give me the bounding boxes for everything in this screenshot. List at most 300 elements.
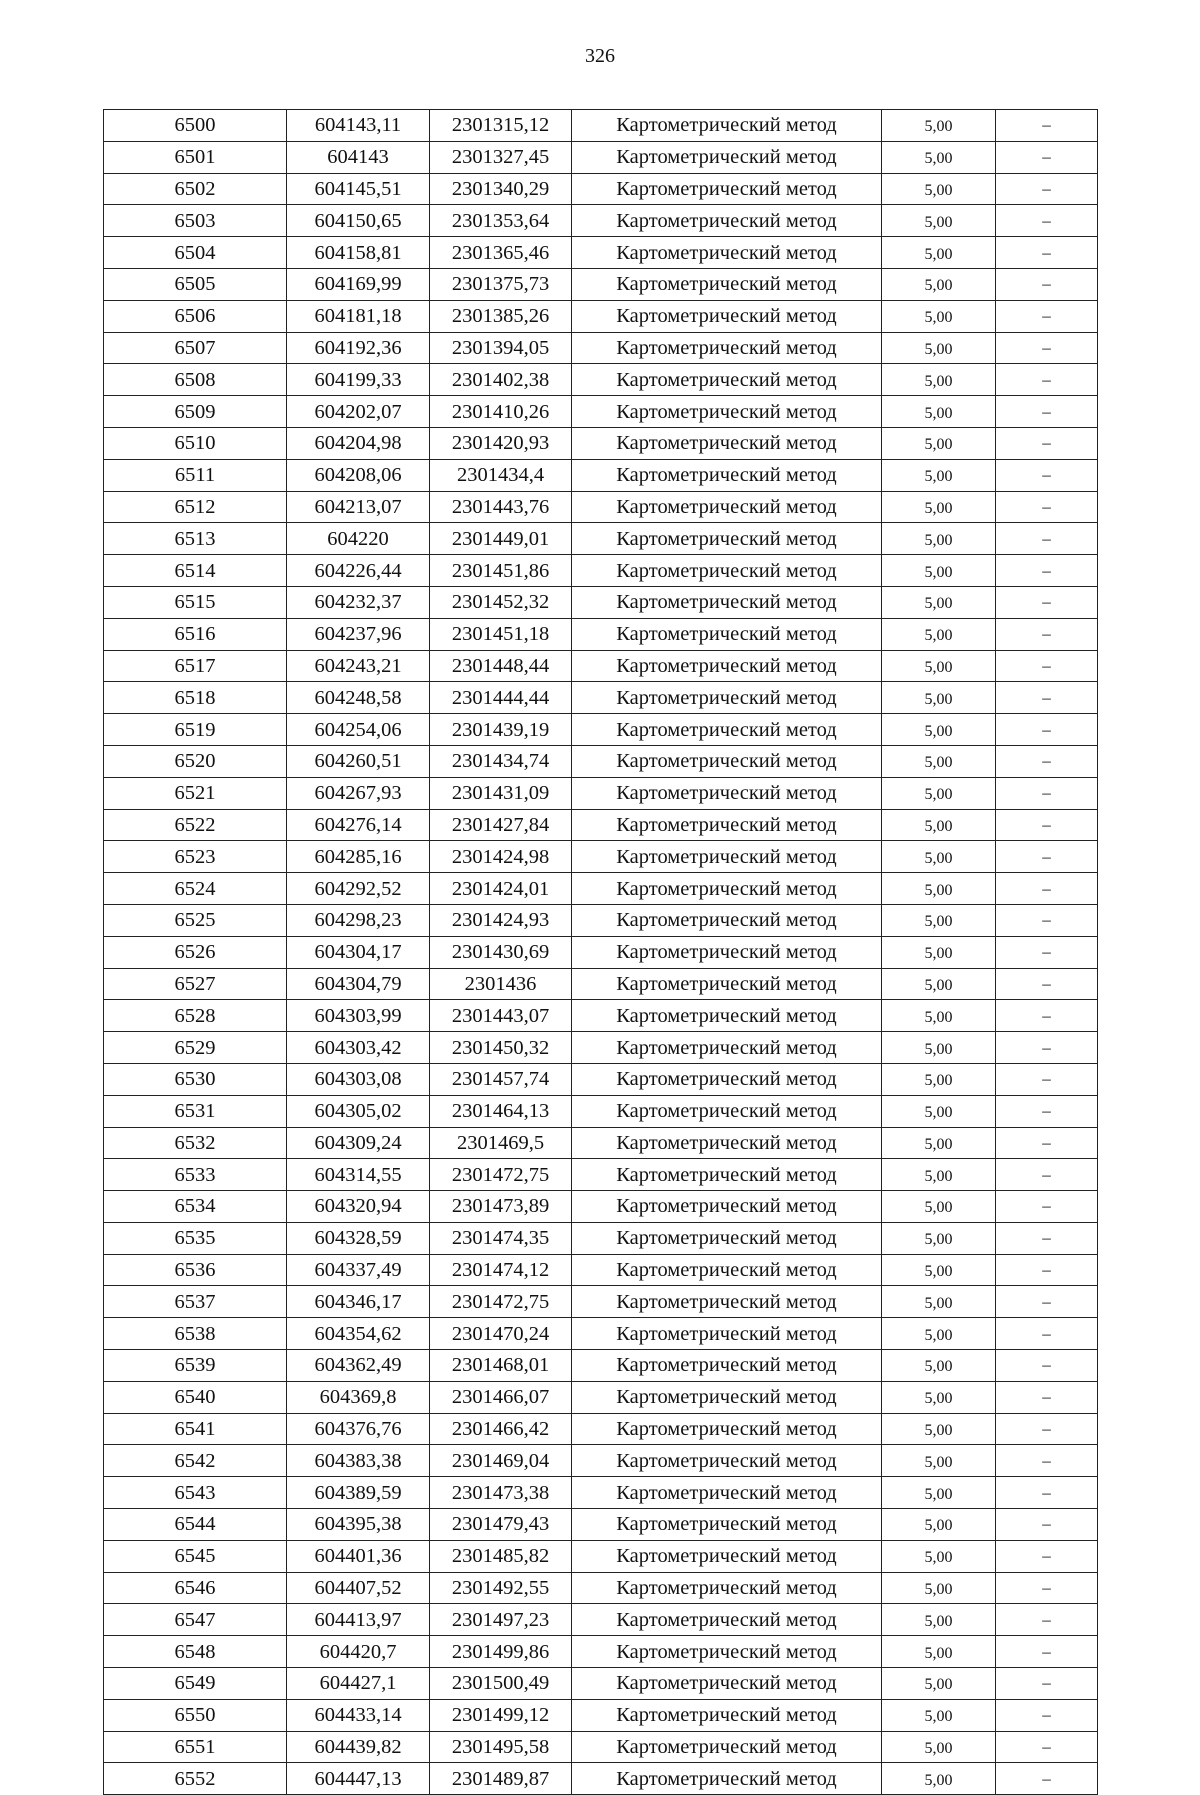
x-coordinate-cell: 604420,7 <box>287 1636 430 1668</box>
point-number-cell: 6508 <box>104 364 287 396</box>
method-cell: Картометрический метод <box>572 841 882 873</box>
point-number-cell: 6519 <box>104 714 287 746</box>
point-number-cell: 6529 <box>104 1032 287 1064</box>
x-coordinate-cell: 604346,17 <box>287 1286 430 1318</box>
method-cell: Картометрический метод <box>572 1763 882 1795</box>
remark-cell: – <box>996 1668 1098 1700</box>
table-row <box>104 618 1098 650</box>
x-coordinate-cell: 604204,98 <box>287 427 430 459</box>
method-cell: Картометрический метод <box>572 777 882 809</box>
accuracy-cell: 5,00 <box>882 1032 996 1064</box>
remark-cell: – <box>996 1191 1098 1223</box>
method-cell: Картометрический метод <box>572 491 882 523</box>
table-row <box>104 1668 1098 1700</box>
point-number-cell: 6502 <box>104 173 287 205</box>
point-number-cell: 6551 <box>104 1731 287 1763</box>
table-row <box>104 714 1098 746</box>
remark-cell: – <box>996 936 1098 968</box>
accuracy-cell: 5,00 <box>882 618 996 650</box>
remark-cell: – <box>996 364 1098 396</box>
point-number-cell: 6550 <box>104 1699 287 1731</box>
table-row <box>104 237 1098 269</box>
accuracy-cell: 5,00 <box>882 1763 996 1795</box>
remark-cell: – <box>996 618 1098 650</box>
x-coordinate-cell: 604150,65 <box>287 205 430 237</box>
remark-cell: – <box>996 809 1098 841</box>
point-number-cell: 6506 <box>104 300 287 332</box>
accuracy-cell: 5,00 <box>882 1445 996 1477</box>
point-number-cell: 6511 <box>104 459 287 491</box>
point-number-cell: 6544 <box>104 1509 287 1541</box>
x-coordinate-cell: 604199,33 <box>287 364 430 396</box>
point-number-cell: 6534 <box>104 1191 287 1223</box>
method-cell: Картометрический метод <box>572 1222 882 1254</box>
method-cell: Картометрический метод <box>572 300 882 332</box>
method-cell: Картометрический метод <box>572 237 882 269</box>
y-coordinate-cell: 2301434,74 <box>430 745 572 777</box>
y-coordinate-cell: 2301375,73 <box>430 268 572 300</box>
x-coordinate-cell: 604260,51 <box>287 745 430 777</box>
coordinates-table-body <box>104 110 1098 1795</box>
accuracy-cell: 5,00 <box>882 841 996 873</box>
remark-cell: – <box>996 491 1098 523</box>
accuracy-cell: 5,00 <box>882 1222 996 1254</box>
accuracy-cell: 5,00 <box>882 491 996 523</box>
accuracy-cell: 5,00 <box>882 427 996 459</box>
method-cell: Картометрический метод <box>572 141 882 173</box>
table-row <box>104 205 1098 237</box>
x-coordinate-cell: 604328,59 <box>287 1222 430 1254</box>
table-row <box>104 777 1098 809</box>
y-coordinate-cell: 2301470,24 <box>430 1318 572 1350</box>
y-coordinate-cell: 2301497,23 <box>430 1604 572 1636</box>
table-row <box>104 650 1098 682</box>
x-coordinate-cell: 604145,51 <box>287 173 430 205</box>
accuracy-cell: 5,00 <box>882 1286 996 1318</box>
accuracy-cell: 5,00 <box>882 1063 996 1095</box>
remark-cell: – <box>996 1000 1098 1032</box>
accuracy-cell: 5,00 <box>882 268 996 300</box>
accuracy-cell: 5,00 <box>882 1509 996 1541</box>
accuracy-cell: 5,00 <box>882 873 996 905</box>
remark-cell: – <box>996 1286 1098 1318</box>
remark-cell: – <box>996 523 1098 555</box>
table-row <box>104 1127 1098 1159</box>
x-coordinate-cell: 604413,97 <box>287 1604 430 1636</box>
method-cell: Картометрический метод <box>572 1445 882 1477</box>
point-number-cell: 6541 <box>104 1413 287 1445</box>
method-cell: Картометрический метод <box>572 618 882 650</box>
remark-cell: – <box>996 237 1098 269</box>
x-coordinate-cell: 604232,37 <box>287 586 430 618</box>
remark-cell: – <box>996 332 1098 364</box>
accuracy-cell: 5,00 <box>882 1699 996 1731</box>
y-coordinate-cell: 2301492,55 <box>430 1572 572 1604</box>
remark-cell: – <box>996 205 1098 237</box>
x-coordinate-cell: 604143,11 <box>287 110 430 142</box>
table-row <box>104 173 1098 205</box>
point-number-cell: 6521 <box>104 777 287 809</box>
accuracy-cell: 5,00 <box>882 300 996 332</box>
y-coordinate-cell: 2301443,76 <box>430 491 572 523</box>
y-coordinate-cell: 2301449,01 <box>430 523 572 555</box>
table-row <box>104 1509 1098 1541</box>
method-cell: Картометрический метод <box>572 332 882 364</box>
accuracy-cell: 5,00 <box>882 555 996 587</box>
point-number-cell: 6516 <box>104 618 287 650</box>
y-coordinate-cell: 2301340,29 <box>430 173 572 205</box>
y-coordinate-cell: 2301489,87 <box>430 1763 572 1795</box>
point-number-cell: 6514 <box>104 555 287 587</box>
point-number-cell: 6515 <box>104 586 287 618</box>
x-coordinate-cell: 604303,08 <box>287 1063 430 1095</box>
table-row <box>104 1254 1098 1286</box>
method-cell: Картометрический метод <box>572 1350 882 1382</box>
x-coordinate-cell: 604304,79 <box>287 968 430 1000</box>
remark-cell: – <box>996 459 1098 491</box>
method-cell: Картометрический метод <box>572 1000 882 1032</box>
remark-cell: – <box>996 1731 1098 1763</box>
point-number-cell: 6539 <box>104 1350 287 1382</box>
method-cell: Картометрический метод <box>572 1286 882 1318</box>
table-row <box>104 1318 1098 1350</box>
x-coordinate-cell: 604226,44 <box>287 555 430 587</box>
point-number-cell: 6509 <box>104 396 287 428</box>
remark-cell: – <box>996 1318 1098 1350</box>
x-coordinate-cell: 604243,21 <box>287 650 430 682</box>
point-number-cell: 6547 <box>104 1604 287 1636</box>
accuracy-cell: 5,00 <box>882 1668 996 1700</box>
y-coordinate-cell: 2301365,46 <box>430 237 572 269</box>
method-cell: Картометрический метод <box>572 110 882 142</box>
x-coordinate-cell: 604427,1 <box>287 1668 430 1700</box>
y-coordinate-cell: 2301464,13 <box>430 1095 572 1127</box>
accuracy-cell: 5,00 <box>882 777 996 809</box>
remark-cell: – <box>996 1381 1098 1413</box>
accuracy-cell: 5,00 <box>882 523 996 555</box>
remark-cell: – <box>996 268 1098 300</box>
y-coordinate-cell: 2301495,58 <box>430 1731 572 1763</box>
table-row <box>104 904 1098 936</box>
remark-cell: – <box>996 1159 1098 1191</box>
x-coordinate-cell: 604303,99 <box>287 1000 430 1032</box>
method-cell: Картометрический метод <box>572 1381 882 1413</box>
accuracy-cell: 5,00 <box>882 1127 996 1159</box>
y-coordinate-cell: 2301410,26 <box>430 396 572 428</box>
accuracy-cell: 5,00 <box>882 396 996 428</box>
y-coordinate-cell: 2301468,01 <box>430 1350 572 1382</box>
table-row <box>104 682 1098 714</box>
y-coordinate-cell: 2301402,38 <box>430 364 572 396</box>
remark-cell: – <box>996 1222 1098 1254</box>
x-coordinate-cell: 604143 <box>287 141 430 173</box>
point-number-cell: 6538 <box>104 1318 287 1350</box>
accuracy-cell: 5,00 <box>882 1572 996 1604</box>
y-coordinate-cell: 2301443,07 <box>430 1000 572 1032</box>
point-number-cell: 6532 <box>104 1127 287 1159</box>
table-row <box>104 1095 1098 1127</box>
point-number-cell: 6527 <box>104 968 287 1000</box>
x-coordinate-cell: 604395,38 <box>287 1509 430 1541</box>
y-coordinate-cell: 2301450,32 <box>430 1032 572 1064</box>
x-coordinate-cell: 604389,59 <box>287 1477 430 1509</box>
method-cell: Картометрический метод <box>572 682 882 714</box>
method-cell: Картометрический метод <box>572 555 882 587</box>
accuracy-cell: 5,00 <box>882 1636 996 1668</box>
point-number-cell: 6546 <box>104 1572 287 1604</box>
y-coordinate-cell: 2301430,69 <box>430 936 572 968</box>
y-coordinate-cell: 2301385,26 <box>430 300 572 332</box>
y-coordinate-cell: 2301424,01 <box>430 873 572 905</box>
table-row <box>104 141 1098 173</box>
x-coordinate-cell: 604192,36 <box>287 332 430 364</box>
method-cell: Картометрический метод <box>572 1731 882 1763</box>
table-row <box>104 1699 1098 1731</box>
accuracy-cell: 5,00 <box>882 1000 996 1032</box>
y-coordinate-cell: 2301353,64 <box>430 205 572 237</box>
table-row <box>104 745 1098 777</box>
table-row <box>104 1222 1098 1254</box>
x-coordinate-cell: 604237,96 <box>287 618 430 650</box>
accuracy-cell: 5,00 <box>882 650 996 682</box>
x-coordinate-cell: 604202,07 <box>287 396 430 428</box>
accuracy-cell: 5,00 <box>882 714 996 746</box>
accuracy-cell: 5,00 <box>882 1159 996 1191</box>
remark-cell: – <box>996 841 1098 873</box>
method-cell: Картометрический метод <box>572 1032 882 1064</box>
point-number-cell: 6548 <box>104 1636 287 1668</box>
remark-cell: – <box>996 1350 1098 1382</box>
accuracy-cell: 5,00 <box>882 682 996 714</box>
accuracy-cell: 5,00 <box>882 110 996 142</box>
y-coordinate-cell: 2301444,44 <box>430 682 572 714</box>
point-number-cell: 6513 <box>104 523 287 555</box>
remark-cell: – <box>996 110 1098 142</box>
x-coordinate-cell: 604337,49 <box>287 1254 430 1286</box>
method-cell: Картометрический метод <box>572 459 882 491</box>
method-cell: Картометрический метод <box>572 968 882 1000</box>
table-row <box>104 1477 1098 1509</box>
x-coordinate-cell: 604320,94 <box>287 1191 430 1223</box>
method-cell: Картометрический метод <box>572 650 882 682</box>
table-row <box>104 1000 1098 1032</box>
remark-cell: – <box>996 427 1098 459</box>
method-cell: Картометрический метод <box>572 1095 882 1127</box>
method-cell: Картометрический метод <box>572 1318 882 1350</box>
table-row <box>104 1604 1098 1636</box>
page-number: 326 <box>585 45 615 67</box>
remark-cell: – <box>996 586 1098 618</box>
y-coordinate-cell: 2301451,18 <box>430 618 572 650</box>
remark-cell: – <box>996 968 1098 1000</box>
point-number-cell: 6540 <box>104 1381 287 1413</box>
accuracy-cell: 5,00 <box>882 586 996 618</box>
remark-cell: – <box>996 714 1098 746</box>
y-coordinate-cell: 2301472,75 <box>430 1286 572 1318</box>
point-number-cell: 6517 <box>104 650 287 682</box>
x-coordinate-cell: 604354,62 <box>287 1318 430 1350</box>
table-row <box>104 110 1098 142</box>
table-row <box>104 841 1098 873</box>
method-cell: Картометрический метод <box>572 523 882 555</box>
remark-cell: – <box>996 1477 1098 1509</box>
remark-cell: – <box>996 1445 1098 1477</box>
x-coordinate-cell: 604169,99 <box>287 268 430 300</box>
y-coordinate-cell: 2301431,09 <box>430 777 572 809</box>
point-number-cell: 6520 <box>104 745 287 777</box>
x-coordinate-cell: 604376,76 <box>287 1413 430 1445</box>
x-coordinate-cell: 604309,24 <box>287 1127 430 1159</box>
remark-cell: – <box>996 1413 1098 1445</box>
accuracy-cell: 5,00 <box>882 141 996 173</box>
remark-cell: – <box>996 1636 1098 1668</box>
x-coordinate-cell: 604248,58 <box>287 682 430 714</box>
y-coordinate-cell: 2301439,19 <box>430 714 572 746</box>
x-coordinate-cell: 604208,06 <box>287 459 430 491</box>
y-coordinate-cell: 2301394,05 <box>430 332 572 364</box>
accuracy-cell: 5,00 <box>882 1540 996 1572</box>
point-number-cell: 6531 <box>104 1095 287 1127</box>
accuracy-cell: 5,00 <box>882 1318 996 1350</box>
method-cell: Картометрический метод <box>572 1191 882 1223</box>
accuracy-cell: 5,00 <box>882 1604 996 1636</box>
y-coordinate-cell: 2301499,86 <box>430 1636 572 1668</box>
method-cell: Картометрический метод <box>572 1699 882 1731</box>
x-coordinate-cell: 604439,82 <box>287 1731 430 1763</box>
y-coordinate-cell: 2301452,32 <box>430 586 572 618</box>
point-number-cell: 6523 <box>104 841 287 873</box>
accuracy-cell: 5,00 <box>882 459 996 491</box>
method-cell: Картометрический метод <box>572 1668 882 1700</box>
x-coordinate-cell: 604305,02 <box>287 1095 430 1127</box>
method-cell: Картометрический метод <box>572 1254 882 1286</box>
remark-cell: – <box>996 300 1098 332</box>
table-row <box>104 332 1098 364</box>
method-cell: Картометрический метод <box>572 268 882 300</box>
x-coordinate-cell: 604447,13 <box>287 1763 430 1795</box>
method-cell: Картометрический метод <box>572 904 882 936</box>
point-number-cell: 6500 <box>104 110 287 142</box>
remark-cell: – <box>996 650 1098 682</box>
remark-cell: – <box>996 141 1098 173</box>
accuracy-cell: 5,00 <box>882 1381 996 1413</box>
accuracy-cell: 5,00 <box>882 332 996 364</box>
x-coordinate-cell: 604292,52 <box>287 873 430 905</box>
table-row <box>104 586 1098 618</box>
x-coordinate-cell: 604407,52 <box>287 1572 430 1604</box>
method-cell: Картометрический метод <box>572 205 882 237</box>
method-cell: Картометрический метод <box>572 1413 882 1445</box>
table-row <box>104 1381 1098 1413</box>
accuracy-cell: 5,00 <box>882 809 996 841</box>
x-coordinate-cell: 604303,42 <box>287 1032 430 1064</box>
table-row <box>104 1191 1098 1223</box>
x-coordinate-cell: 604254,06 <box>287 714 430 746</box>
accuracy-cell: 5,00 <box>882 237 996 269</box>
point-number-cell: 6545 <box>104 1540 287 1572</box>
x-coordinate-cell: 604276,14 <box>287 809 430 841</box>
accuracy-cell: 5,00 <box>882 173 996 205</box>
x-coordinate-cell: 604267,93 <box>287 777 430 809</box>
accuracy-cell: 5,00 <box>882 1095 996 1127</box>
y-coordinate-cell: 2301474,35 <box>430 1222 572 1254</box>
x-coordinate-cell: 604383,38 <box>287 1445 430 1477</box>
remark-cell: – <box>996 1540 1098 1572</box>
table-row <box>104 1286 1098 1318</box>
remark-cell: – <box>996 745 1098 777</box>
y-coordinate-cell: 2301327,45 <box>430 141 572 173</box>
table-row <box>104 1636 1098 1668</box>
point-number-cell: 6526 <box>104 936 287 968</box>
remark-cell: – <box>996 1572 1098 1604</box>
y-coordinate-cell: 2301427,84 <box>430 809 572 841</box>
method-cell: Картометрический метод <box>572 173 882 205</box>
y-coordinate-cell: 2301466,42 <box>430 1413 572 1445</box>
table-row <box>104 364 1098 396</box>
point-number-cell: 6503 <box>104 205 287 237</box>
y-coordinate-cell: 2301473,89 <box>430 1191 572 1223</box>
table-row <box>104 396 1098 428</box>
method-cell: Картометрический метод <box>572 364 882 396</box>
method-cell: Картометрический метод <box>572 873 882 905</box>
x-coordinate-cell: 604285,16 <box>287 841 430 873</box>
remark-cell: – <box>996 555 1098 587</box>
remark-cell: – <box>996 777 1098 809</box>
accuracy-cell: 5,00 <box>882 1413 996 1445</box>
table-row <box>104 1731 1098 1763</box>
y-coordinate-cell: 2301499,12 <box>430 1699 572 1731</box>
accuracy-cell: 5,00 <box>882 364 996 396</box>
table-row <box>104 873 1098 905</box>
method-cell: Картометрический метод <box>572 1477 882 1509</box>
point-number-cell: 6543 <box>104 1477 287 1509</box>
remark-cell: – <box>996 1509 1098 1541</box>
table-row <box>104 968 1098 1000</box>
x-coordinate-cell: 604158,81 <box>287 237 430 269</box>
point-number-cell: 6507 <box>104 332 287 364</box>
method-cell: Картометрический метод <box>572 714 882 746</box>
method-cell: Картометрический метод <box>572 936 882 968</box>
table-row <box>104 427 1098 459</box>
point-number-cell: 6512 <box>104 491 287 523</box>
remark-cell: – <box>996 904 1098 936</box>
y-coordinate-cell: 2301436 <box>430 968 572 1000</box>
accuracy-cell: 5,00 <box>882 1254 996 1286</box>
point-number-cell: 6525 <box>104 904 287 936</box>
x-coordinate-cell: 604401,36 <box>287 1540 430 1572</box>
y-coordinate-cell: 2301424,93 <box>430 904 572 936</box>
method-cell: Картометрический метод <box>572 745 882 777</box>
method-cell: Картометрический метод <box>572 1636 882 1668</box>
y-coordinate-cell: 2301472,75 <box>430 1159 572 1191</box>
x-coordinate-cell: 604220 <box>287 523 430 555</box>
point-number-cell: 6535 <box>104 1222 287 1254</box>
table-row <box>104 1063 1098 1095</box>
coordinates-table <box>103 109 1098 1795</box>
table-row <box>104 523 1098 555</box>
y-coordinate-cell: 2301485,82 <box>430 1540 572 1572</box>
table-row <box>104 1032 1098 1064</box>
point-number-cell: 6522 <box>104 809 287 841</box>
method-cell: Картометрический метод <box>572 1509 882 1541</box>
point-number-cell: 6501 <box>104 141 287 173</box>
accuracy-cell: 5,00 <box>882 1731 996 1763</box>
remark-cell: – <box>996 1254 1098 1286</box>
method-cell: Картометрический метод <box>572 427 882 459</box>
remark-cell: – <box>996 396 1098 428</box>
y-coordinate-cell: 2301479,43 <box>430 1509 572 1541</box>
table-row <box>104 1350 1098 1382</box>
